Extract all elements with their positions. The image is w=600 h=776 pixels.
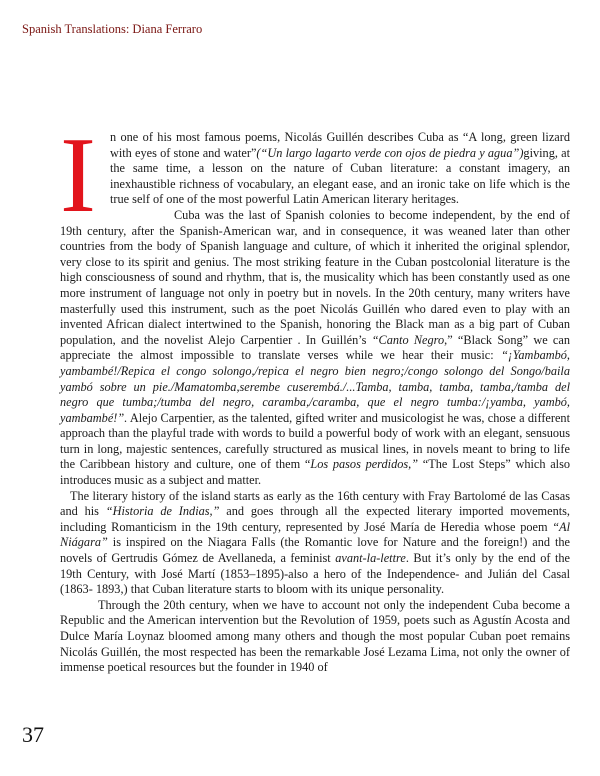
paragraph-text: Cuba was the last of Spanish colonies to become independent, by the end of 19th century, after the Spanish-American war, and in consequence, it was weaned later than other countries from the body of Spanish language and culture, of which it inherited the original splendor, very close to its spirit and genius. The most striking feature in the Cuban postcolonial literature is the high consciousness of sound and rhythm, that is, the musicality which has been constantly used as one more instrument of language not only in poetry but in novels. In the 20th century, many writers have masterfully used this instrument, such as the poet Nicolás Guillén who dared even to play with an invented African dialect intertwined to the Spanish, honoring the Black man as a big part of Cuban population, and the novelist Alejo Carpentier . In Guillén’s — [60, 207, 570, 347]
title-canto-negro: “Canto Negro — [371, 332, 445, 347]
paragraph-independence — [60, 208, 570, 489]
paragraph-text: Through the 20th century, when we have to account not only the independent Cuba become a Republic and the American intervention but the Revolution of 1959, poets such as Agustín Acosta and Dulce María Loynaz bloomed among many others and though the most popular Cuban poet remains Nicolás Guillén, the most respected has been the remarkable José Lezama Lima, not only the owner of immense poetical resources but the founder in 1940 of — [60, 597, 570, 675]
term-avant-la-lettre: avant-la-lettre — [335, 551, 406, 566]
paragraph-literary-history — [60, 489, 570, 598]
paragraph-text: and goes through all the expected literary imported movements, including Romanticism in the 19th century, represented by José María de Heredia whose poem — [60, 504, 570, 534]
quote-spanish: (“Un largo lagarto verde con ojos de piedra y agua”) — [256, 145, 524, 160]
paragraph-text: Alejo Carpentier, as the talented, gifted writer and musicologist he was, chose a different approach than the playful trade with words to build a powerful body of work with an elegant, sensuous turn in long, majestic sentences, carefully structured as musical lines, in novels meant to bring to life the Caribbean history and culture, one of them “ — [60, 410, 570, 472]
paragraph-text: is inspired on the Niagara Falls (the Romantic love for Nature and the foreign!) and the novels of Gertrudis Gómez de Avellaneda, a feminist — [60, 535, 570, 566]
paragraph-intro — [60, 130, 570, 208]
paragraph-text: giving, at the same time, a lesson on the nature of Cuban literature: a constant imagery, an inexhaustible richness of vocabulary, an elegant ease, and an ironic take on life which is the true self of one of the most powerful Latin American literary heritages. — [109, 145, 570, 207]
title-pasos-perdidos: Los pasos perdidos,” — [310, 457, 419, 472]
title-historia-de-indias: “Historia de Indias,” — [105, 504, 220, 519]
running-head: Spanish Translations: Diana Ferraro — [22, 22, 203, 36]
paragraph-text: “The Lost Steps” which also introduces music as a subject and matter. — [60, 457, 571, 488]
drop-cap: I — [60, 116, 96, 235]
title-al-niagara: “Al Niágara” — [60, 519, 570, 550]
paragraph-text: . But it’s only by the end of the 19th Century, with José Martí (1853–1895)-also a hero of the Independence- and Julián del Casal (1863- 1893,) that Cuban literature starts to bloom with its unique personality. — [60, 551, 570, 597]
paragraph-text: The literary history of the island starts as early as the 16th century with Fray Bartolomé de las Casas and his — [60, 488, 570, 519]
paragraph-text: ,” “Black Song” we can appreciate the almost impossible to translate verses while we hear their music: — [60, 332, 571, 363]
page-number: 37 — [22, 722, 44, 747]
paragraph-20th-century — [60, 598, 570, 676]
poem-excerpt: “¡Yambambó, yambambé!/Repica el congo solongo,/repica el negro bien negro;/congo solongo del Songo/baila yambó sobre un pie./Mamatomba,serembe cuserembá./...Tamba, tamba, tamba, tamba,/tamba del negro que tumba;/tumba del negro, caramba,/caramba, que el negro tumba:/¡yamba, yambó, yambambé!”. — [60, 348, 570, 425]
paragraph-text: n one of his most famous poems, Nicolás Guillén describes Cuba as “A long, green lizard with eyes of stone and water” — [109, 130, 570, 160]
article-body — [60, 116, 571, 676]
